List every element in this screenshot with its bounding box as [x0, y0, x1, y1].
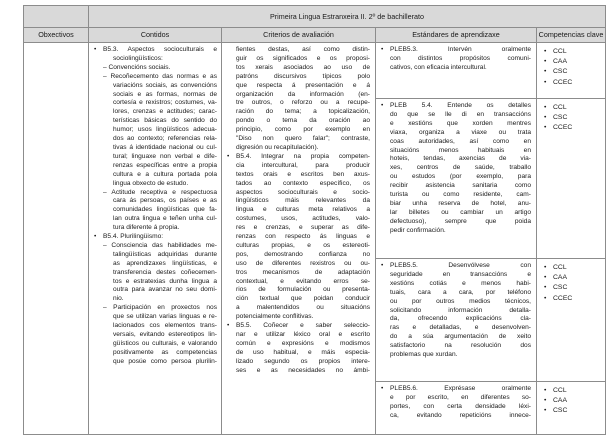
competence-item: • CSC: [543, 113, 601, 123]
bullet-icon: •: [227, 152, 230, 160]
text-line: seguridade en transaccións e: [390, 270, 531, 278]
standard-cell: [375, 381, 537, 435]
text-line: pos, demostrando confianza no: [236, 250, 370, 258]
text-line: B5.3. Aspectos socioculturais e •: [94, 46, 217, 53]
standard-text: [381, 46, 531, 73]
text-line: defectuoso), sempre que poida: [390, 217, 531, 225]
bullet-icon: •: [381, 102, 384, 109]
text-line: talingüísticas adquiridas durante: [113, 250, 217, 258]
standard-cell: [375, 258, 537, 382]
text-line: cultura e a cultura portada pola: [113, 170, 217, 178]
text-line: xes, centros de saúde, traballo: [390, 164, 531, 172]
text-line: cara ás persoas, os países e as: [113, 197, 217, 205]
text-line: organización da información (en-: [236, 90, 370, 98]
competence-item: • CAA: [543, 273, 601, 283]
text-line: solicitando información detalla-: [390, 306, 531, 314]
text-line: que posúe como persoa plurilin-: [113, 357, 217, 365]
text-line: as aprendizaxes lingüísticas, e: [113, 259, 217, 267]
text-line: digresión ou recapitulación).: [236, 143, 319, 151]
text-line: situacións menos habituais en: [390, 146, 531, 154]
text-line: renzas con respecto ás linguas e: [236, 233, 370, 241]
text-line: positivamente as competencias: [113, 348, 217, 356]
text-line: – Participación en proxectos nos: [103, 304, 217, 312]
text-line: nio.: [113, 295, 124, 303]
text-line: rios de formulación ou presenta-: [236, 286, 370, 294]
text-line: recibir asistencia sanitaria como: [390, 182, 531, 190]
text-line: de uso habitual, e máis especia-: [236, 348, 370, 356]
text-line: lingua obxecto de estudo.: [113, 179, 189, 187]
text-line: PLEB5.5. Desenvólvese con •: [381, 262, 531, 269]
text-line: potencialmente conflitivas.: [236, 313, 314, 321]
table-title: Primeira Lingua Estranxeira II. 2º de bachillerato: [88, 5, 606, 28]
competence-item: • CAA: [543, 396, 601, 406]
header-contents: Contidos: [88, 27, 222, 43]
competence-item: • CCL: [543, 386, 601, 396]
text-line: sociais e as formas, normas de: [113, 90, 217, 98]
text-line: culturas propias, e os estereoti-: [236, 241, 370, 249]
text-line: da, ofrecendo explicacións cla-: [390, 315, 531, 323]
text-line: – Recoñecemento das normas e as: [103, 72, 217, 80]
bullet-icon: •: [94, 233, 97, 241]
competences-cell: [536, 42, 606, 99]
text-line: que se utilizan varias linguas e re-: [113, 313, 217, 321]
contents-cell: [88, 42, 222, 435]
text-line: "Diso non quero falar"; contraste,: [236, 135, 370, 143]
text-line: variacións sociais, as convencións: [113, 81, 217, 89]
text-line: e por escrito, en diferentes so-: [390, 393, 531, 401]
text-line: problemas que xurdan.: [390, 351, 458, 359]
competences-cell: [536, 98, 606, 259]
text-line: ses e as necesidades no ámbi-: [236, 366, 370, 374]
text-line: sociolingüísticos:: [113, 54, 163, 62]
header-objectives: Obxectivos: [23, 27, 89, 43]
text-line: tros mecanismos de adaptación: [236, 268, 370, 276]
contents-text: [94, 46, 217, 367]
text-line: güísticos ou culturais, e valorando: [113, 339, 217, 347]
text-line: pedir confirmación.: [390, 226, 446, 234]
text-line: ción textual que poidan conducir: [236, 295, 370, 303]
text-line: tos xerais asociados ao uso de: [236, 63, 370, 71]
text-line: costumes, usos, actitudes, valo-: [236, 215, 370, 223]
text-line: ras e detalladas, e desenvolven-: [390, 324, 531, 332]
competence-item: • CCEC: [543, 123, 601, 133]
competence-item: • CCEC: [543, 78, 601, 88]
text-line: tural; linguaxe non verbal e dife-: [113, 152, 217, 160]
text-line: turista ou como residente, cam-: [390, 191, 531, 199]
text-line: outra para avanzar no seu domi-: [113, 286, 217, 294]
standard-text: [381, 102, 531, 236]
text-line: e xestións que xorden mentres: [390, 119, 531, 127]
criteria-text: [227, 46, 370, 376]
text-line: contextual, e evitando erros se-: [236, 277, 370, 285]
text-line: hoteis, tendas, axencias de via-: [390, 155, 531, 163]
competence-item: • CAA: [543, 57, 601, 67]
text-line: principio, como por exemplo en: [236, 126, 370, 134]
text-line: tos e estratexias dunha lingua a: [113, 277, 217, 285]
competences-cell: [536, 381, 606, 435]
text-line: tuais, cara a cara, por teléfono: [390, 288, 531, 296]
text-line: a malentendidos ou situacións: [236, 304, 370, 312]
text-line: B5.4. Plurilingüismo: •: [94, 233, 164, 241]
text-line: humor; usos lingüísticos adecua-: [113, 126, 217, 134]
text-line: cia intercultural, para producir: [236, 161, 370, 169]
text-line: tura diferente á propia.: [113, 224, 180, 232]
text-line: textos orais e escritos ben axus-: [236, 170, 370, 178]
text-line: lores, crenzas e actitudes; carac-: [113, 108, 217, 116]
competence-item: • CSC: [543, 406, 601, 416]
text-line: lar billetes ou cambiar un artigo: [390, 208, 531, 216]
header-standards: Estándares de aprendizaxe: [375, 27, 537, 43]
text-line: ración do tema; a topicalización,: [236, 108, 370, 116]
top-left-blank-cell: [23, 5, 89, 28]
text-line: res e crenzas, e superar as dife-: [236, 224, 370, 232]
header-criteria: Criterios de avaliación: [221, 27, 376, 43]
bullet-icon: •: [381, 46, 384, 53]
text-line: ou por outros medios técnicos,: [390, 297, 531, 305]
text-line: cortesía e rexistros; costumes, va-: [113, 99, 217, 107]
standard-cell: [375, 98, 537, 259]
text-line: patróns discursivos típicos polo: [236, 72, 370, 80]
text-line: versais, evitando estereotipos lin-: [113, 331, 217, 338]
text-line: PLEB5.6. Exprésase oralmente •: [381, 385, 531, 392]
text-line: PLEB 5.4. Entende os detalles •: [381, 102, 531, 109]
text-line: – Convencións sociais.: [103, 63, 171, 71]
text-line: coas autoridades, así como en: [390, 137, 531, 145]
text-line: ca, evitando repeticións innece-: [390, 411, 531, 419]
bullet-icon: •: [94, 46, 97, 53]
bullet-icon: •: [227, 322, 230, 330]
text-line: guir os significados e os proposi-: [236, 54, 370, 62]
competence-item: • CCL: [543, 103, 601, 113]
header-competences: Competencias clave: [536, 27, 606, 43]
text-line: ou estudos (por exemplo, para: [390, 173, 531, 181]
text-line: nar e utilizar léxico oral e escrito: [236, 331, 370, 338]
text-line: B5.5. Coñecer e saber seleccio- •: [227, 322, 370, 330]
text-line: biar unha reserva de hotel, anu-: [390, 199, 531, 207]
standard-text: [381, 262, 531, 360]
text-line: – Actitude receptiva e respectuosa: [103, 188, 217, 196]
text-line: do que se lle di en transaccións: [390, 110, 531, 118]
competences-list: [543, 103, 601, 134]
objectives-cell: [23, 42, 89, 435]
competence-item: • CCL: [543, 47, 601, 57]
text-line: terísticas básicas do sentido do: [113, 117, 217, 125]
text-line: con distintos propósitos comuni-: [390, 54, 531, 62]
text-line: do a súa argumentación de xeito: [390, 333, 531, 341]
competences-list: [543, 47, 601, 88]
text-line: comunidades lingüísticas que fa-: [113, 206, 217, 214]
curriculum-table: [23, 5, 606, 435]
competence-item: • CCL: [543, 263, 601, 273]
text-line: xestións cotiás e menos habi-: [390, 279, 531, 287]
standard-cell: [375, 42, 537, 99]
text-line: tre outros, o reforzo ou a recupe-: [236, 99, 370, 107]
bullet-icon: •: [381, 385, 384, 392]
text-line: dos ao contexto; referencias rela-: [113, 135, 217, 143]
text-line: viaxa, organiza a viaxe ou trata: [390, 128, 531, 136]
competences-cell: [536, 258, 606, 382]
text-line: B5.4. Integrar na propia competen- •: [227, 152, 370, 160]
competences-list: [543, 263, 601, 304]
text-line: lan outra lingua e teñen unha cul-: [113, 215, 217, 223]
text-line: cativos, con eficacia intercultural.: [390, 63, 487, 71]
text-line: tados ao contexto específico, os: [236, 179, 370, 187]
text-line: transferencia destes coñecemen-: [113, 268, 217, 276]
text-line: lingua e culturas meta relativos a: [236, 206, 370, 214]
text-line: común e expresións e modismos: [236, 339, 370, 347]
text-line: satisfactorio na resolución dos: [390, 342, 531, 350]
text-line: portes, con certa densidade léxi-: [390, 402, 531, 410]
competence-item: • CSC: [543, 283, 601, 293]
text-line: aspectos socioculturais e socio-: [236, 188, 370, 196]
text-line: – Consciencia das habilidades me-: [103, 241, 217, 249]
competences-list: [543, 386, 601, 417]
criteria-cell: [221, 42, 376, 435]
text-line: lacionados cos elementos trans-: [113, 322, 217, 330]
text-line: fientes destas, así como distin-: [236, 46, 370, 53]
competence-item: • CSC: [543, 67, 601, 77]
text-line: lizado segundo os propios intere-: [236, 357, 370, 365]
text-line: uso de diferentes rexistros ou ou-: [236, 259, 370, 267]
text-line: que respecta á presentación e á: [236, 81, 370, 89]
standard-text: [381, 385, 531, 421]
text-line: tivas á identidade nacional ou cul-: [113, 143, 217, 151]
text-line: lingüísticos máis relevantes da: [236, 197, 370, 205]
bullet-icon: •: [381, 262, 384, 269]
text-line: renzas específicas entre a propia: [113, 161, 217, 169]
text-line: pondo o tema da oración ao: [236, 117, 370, 125]
competence-item: • CCEC: [543, 294, 601, 304]
text-line: PLEB5.3. Intervén oralmente •: [381, 46, 531, 53]
